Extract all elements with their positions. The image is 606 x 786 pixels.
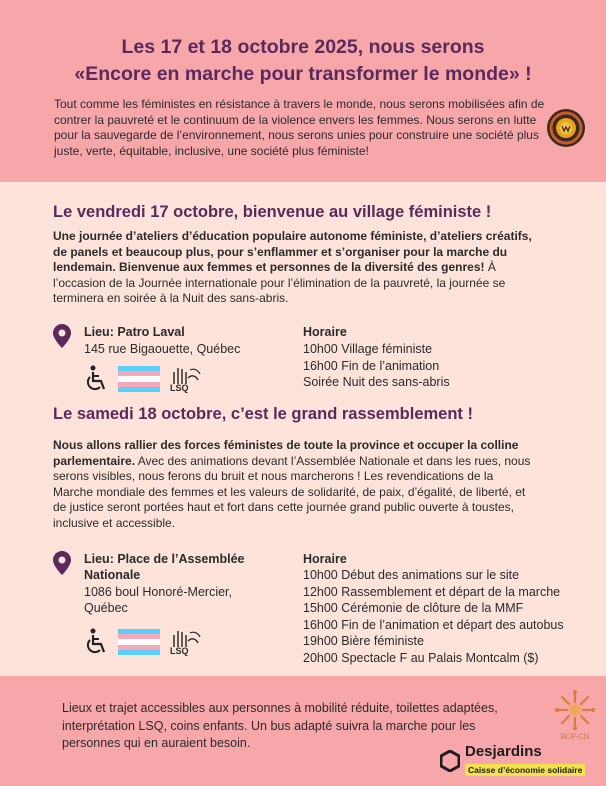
day2-location-title-line2: Nationale [84, 568, 141, 582]
day2-location-address-line1: 1086 boul Honoré-Mercier, [84, 585, 232, 599]
schedule-item: 16h00 Fin de l’animation et départ des autobus [303, 617, 564, 632]
lsq-sign-language-icon [168, 364, 202, 394]
day1-paragraph-rest: À l’occasion de la Journée internationale pour l’élimination de la pauvreté, la journée se terminera en soirée à la Nuit des sans-abris. [53, 260, 506, 305]
day2-paragraph-rest: Avec des animations devant l’Assemblée Nationale et dans les rues, nous serons visibles, nous ferons du bruit et nous marcherons ! Les revendications de la Marche mondiale des femmes et les valeurs de solidarité, de paix, d’égalité, de liberté, et de justice seront portées haut et fort dans cette journée grand public ouverte à toustes, inclusive et accessible. [53, 453, 531, 530]
day2-paragraph-bold: Nous allons rallier des forces féministes de toute la province et occuper la colline parlementaire. [53, 438, 519, 468]
schedule-item: 16h00 Fin de l’animation [303, 358, 440, 373]
lsq-label: LSQ [170, 646, 189, 656]
day1-heading: Le vendredi 17 octobre, bienvenue au village féministe ! [53, 203, 492, 221]
footer-text: Lieux et trajet accessibles aux personnes à mobilité réduite, toilettes adaptées, interprétation LSQ, coins enfants. Un bus adapté suivra la marche pour les personnes qui en auraient besoin. [62, 701, 498, 750]
title-line-1: Les 17 et 18 octobre 2025, nous serons [121, 36, 485, 58]
intro-paragraph: Tout comme les féministes en résistance à travers le monde, nous serons mobilisées afin de contrer la pauvreté et le continuum de la violence envers les femmes. Nous serons en lutte pour la sauvegarde de l’environnement, nous serons unies pour construire une société plus juste, verte, équitable, inclusive, une société plus féministe! [54, 97, 545, 158]
day2-paragraph [53, 438, 533, 531]
trans-flag-icon [118, 366, 160, 392]
rgf-label: RGF-CN [560, 733, 590, 741]
mmf-logo-icon [546, 108, 586, 148]
schedule-item: 10h00 Village féministe [303, 342, 433, 356]
day1-schedule-title: Horaire [303, 325, 347, 339]
day2-location-title [84, 551, 245, 583]
day1-location-title: Lieu: Patro Laval [84, 325, 185, 339]
day2-schedule-title: Horaire [303, 552, 347, 566]
day2-accessibility-icons [84, 627, 202, 657]
wheelchair-icon [84, 628, 110, 656]
day1-paragraph-bold: Une journée d’ateliers d’éducation populaire autonome féministe, d’ateliers créatifs, de panels et beaucoup plus, pour s’enflammer et s’organiser pour la marche du lendemain. Bienvenue aux femmes et personnes de la diversité des genres! [53, 229, 532, 274]
location-pin-icon [53, 324, 71, 348]
location-pin-icon [53, 551, 71, 575]
wheelchair-icon [84, 365, 110, 393]
trans-flag-icon [118, 629, 160, 655]
day1-schedule [303, 341, 450, 391]
day2-location-title-line1: Lieu: Place de l’Assemblée [84, 552, 245, 566]
schedule-item: 15h00 Cérémonie de clôture de la MMF [303, 601, 524, 615]
lsq-sign-language-icon [168, 627, 202, 657]
day2-location-address-line2: Québec [84, 601, 128, 615]
page-title [20, 34, 586, 88]
day1-paragraph [53, 229, 533, 307]
title-line-2: «Encore en marche pour transformer le monde» ! [74, 63, 532, 85]
day1-location-address: 145 rue Bigaouette, Québec [84, 342, 241, 356]
lsq-label: LSQ [170, 383, 189, 393]
desjardins-logo [440, 744, 585, 778]
day2-schedule [303, 567, 564, 666]
schedule-item: Soirée Nuit des sans-abris [303, 375, 450, 389]
rgf-logo-icon [553, 688, 597, 732]
sponsor-sub: Caisse d’économie solidaire [465, 764, 585, 776]
day2-heading: Le samedi 18 octobre, c’est le grand rassemblement ! [53, 405, 473, 423]
day2-location-address [84, 584, 232, 616]
schedule-item: 10h00 Début des animations sur le site [303, 568, 520, 582]
day1-accessibility-icons [84, 364, 202, 394]
desjardins-logo-icon [440, 750, 460, 772]
schedule-item: 20h00 Spectacle F au Palais Montcalm ($) [303, 650, 539, 665]
schedule-item: 19h00 Bière féministe [303, 634, 424, 648]
sponsor-name: Desjardins [465, 743, 542, 760]
schedule-item: 12h00 Rassemblement et départ de la marche [303, 584, 561, 599]
